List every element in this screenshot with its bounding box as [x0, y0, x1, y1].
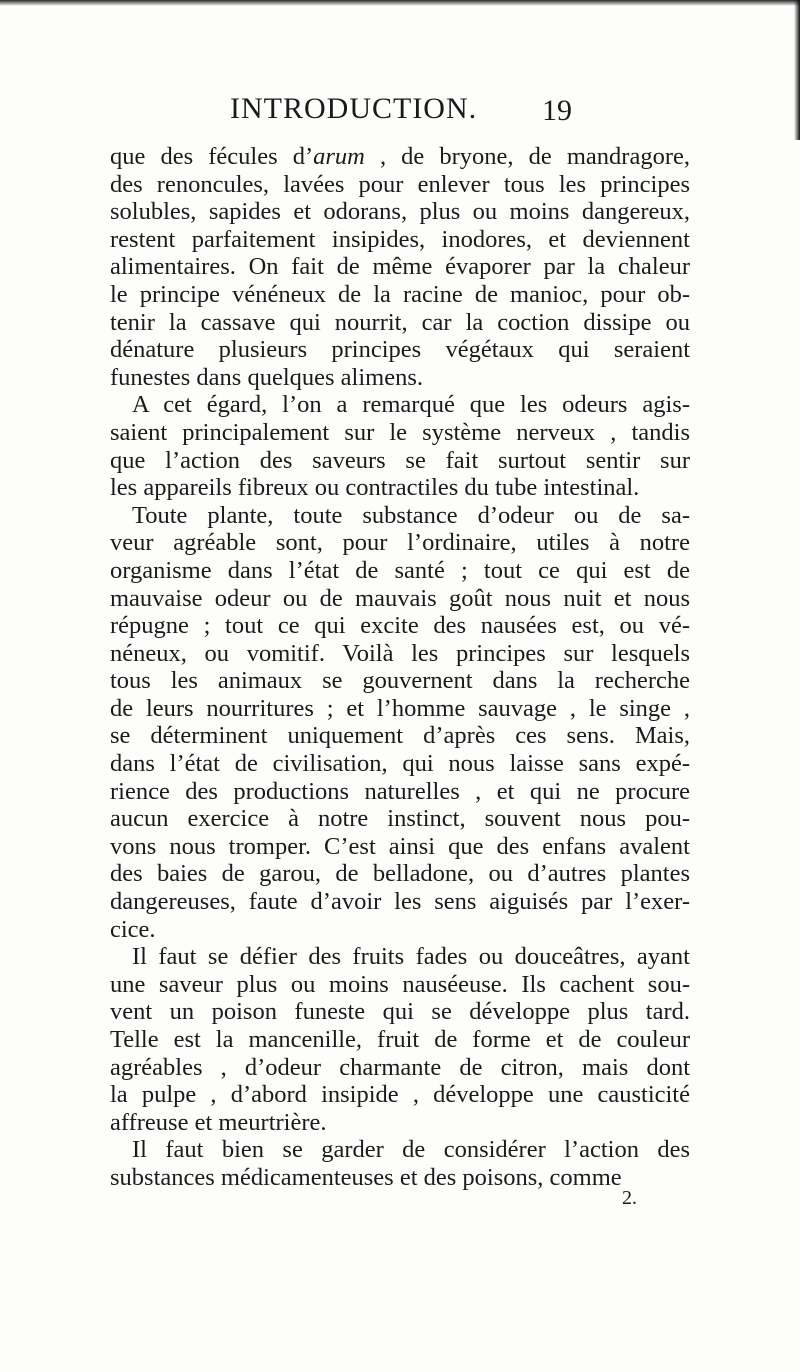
body-text [110, 143, 690, 1192]
text-line [110, 888, 690, 916]
text-line [110, 281, 690, 309]
paragraph [110, 502, 690, 944]
text-line [110, 557, 690, 585]
text-line [110, 336, 690, 364]
paragraph [110, 943, 690, 1136]
text-segment: une saveur plus ou moins nauséeuse. Ils cachent sou- [110, 970, 690, 998]
paragraph [110, 143, 690, 391]
text-segment: le principe vénéneux de la racine de manioc, pour ob- [110, 280, 690, 308]
text-segment: des baies de garou, de belladone, ou d’autres plantes [110, 860, 690, 888]
text-line [110, 860, 690, 888]
text-line [110, 474, 690, 502]
running-title: INTRODUCTION. [230, 92, 478, 125]
text-segment: organisme dans l’état de santé ; tout ce qui est de [110, 556, 690, 584]
page-header [0, 92, 800, 132]
text-line [110, 309, 690, 337]
text-segment: Toute plante, toute substance d’odeur ou de sa- [132, 501, 690, 529]
paragraph [110, 391, 690, 501]
text-line [110, 805, 690, 833]
page-number: 19 [542, 94, 572, 127]
text-segment: restent parfaitement insipides, inodores, et deviennent [110, 225, 690, 253]
text-line [110, 529, 690, 557]
text-segment: aucun exercice à notre instinct, souvent nous pou- [110, 805, 690, 833]
text-line [110, 943, 690, 971]
text-line [110, 1136, 690, 1164]
text-segment: la pulpe , d’abord insipide , développe une causticité [110, 1081, 690, 1109]
text-segment: affreuse et meurtrière. [110, 1108, 327, 1136]
text-line [110, 364, 690, 392]
text-segment: dans l’état de civilisation, qui nous laisse sans expé- [110, 750, 690, 778]
text-line [110, 143, 690, 171]
paragraph [110, 1136, 690, 1191]
text-line [110, 253, 690, 281]
text-segment: vons nous tromper. C’est ainsi que des enfans avalent [110, 832, 690, 860]
text-segment: mauvaise odeur ou de mauvais goût nous nuit et nous [110, 584, 690, 612]
text-line [110, 998, 690, 1026]
text-segment: substances médicamenteuses et des poisons, comme [110, 1163, 622, 1191]
text-line [110, 391, 690, 419]
text-line [110, 502, 690, 530]
text-line [110, 640, 690, 668]
text-segment: néneux, ou vomitif. Voilà les principes sur lesquels [110, 639, 690, 667]
text-line [110, 612, 690, 640]
text-segment: cice. [110, 915, 156, 943]
text-segment: tous les animaux se gouvernent dans la recherche [110, 667, 690, 695]
text-segment: veur agréable sont, pour l’ordinaire, utiles à notre [110, 529, 690, 557]
text-line [110, 1164, 690, 1192]
text-line [110, 1054, 690, 1082]
text-line [110, 198, 690, 226]
text-line [110, 171, 690, 199]
text-segment: saient principalement sur le système nerveux , tandis [110, 418, 690, 446]
text-segment: que l’action des saveurs se fait surtout sentir sur [110, 446, 690, 474]
text-segment: des renoncules, lavées pour enlever tous les principes [110, 170, 690, 198]
text-line [110, 419, 690, 447]
text-line [110, 1081, 690, 1109]
text-segment: vent un poison funeste qui se développe plus tard. [110, 998, 690, 1026]
text-segment: répugne ; tout ce qui excite des nausées est, ou vé- [110, 612, 690, 640]
text-line [110, 695, 690, 723]
text-segment: Il faut bien se garder de considérer l’action des [132, 1136, 690, 1164]
text-segment: se déterminent uniquement d’après ces sens. Mais, [110, 722, 690, 750]
text-segment: dangereuses, faute d’avoir les sens aiguisés par l’exer- [110, 888, 690, 916]
text-line [110, 971, 690, 999]
text-segment: A cet égard, l’on a remarqué que les odeurs agis- [132, 391, 690, 419]
text-line [110, 1109, 690, 1137]
text-segment: Il faut se défier des fruits fades ou douceâtres, ayant [132, 943, 690, 971]
text-line [110, 833, 690, 861]
italic-term: arum [313, 143, 365, 170]
text-line [110, 585, 690, 613]
text-line [110, 667, 690, 695]
text-line [110, 226, 690, 254]
scan-edge-top [0, 0, 800, 6]
text-segment: que des fécules d’ [110, 143, 314, 170]
text-segment: tenir la cassave qui nourrit, car la coction dissipe ou [110, 308, 690, 336]
text-segment: solubles, sapides et odorans, plus ou moins dangereux, [110, 198, 690, 226]
text-segment: Telle est la mancenille, fruit de forme et de couleur [110, 1026, 690, 1053]
text-segment: rience des productions naturelles , et qui ne procure [110, 777, 690, 805]
text-line [110, 1026, 690, 1054]
text-segment: , de bryone, de mandragore, [364, 143, 690, 170]
text-segment: funestes dans quelques alimens. [110, 363, 423, 391]
text-segment: de leurs nourritures ; et l’homme sauvage , le singe , [110, 694, 690, 722]
text-segment: alimentaires. On fait de même évaporer par la chaleur [110, 253, 690, 281]
text-segment: agréables , d’odeur charmante de citron, mais dont [110, 1053, 690, 1081]
text-line [110, 750, 690, 778]
text-line [110, 778, 690, 806]
text-line [110, 916, 690, 944]
text-segment: les appareils fibreux ou contractiles du tube intestinal. [110, 474, 640, 502]
text-line [110, 722, 690, 750]
text-segment: dénature plusieurs principes végétaux qui seraient [110, 336, 690, 364]
text-line [110, 447, 690, 475]
signature-mark: 2. [622, 1187, 637, 1209]
